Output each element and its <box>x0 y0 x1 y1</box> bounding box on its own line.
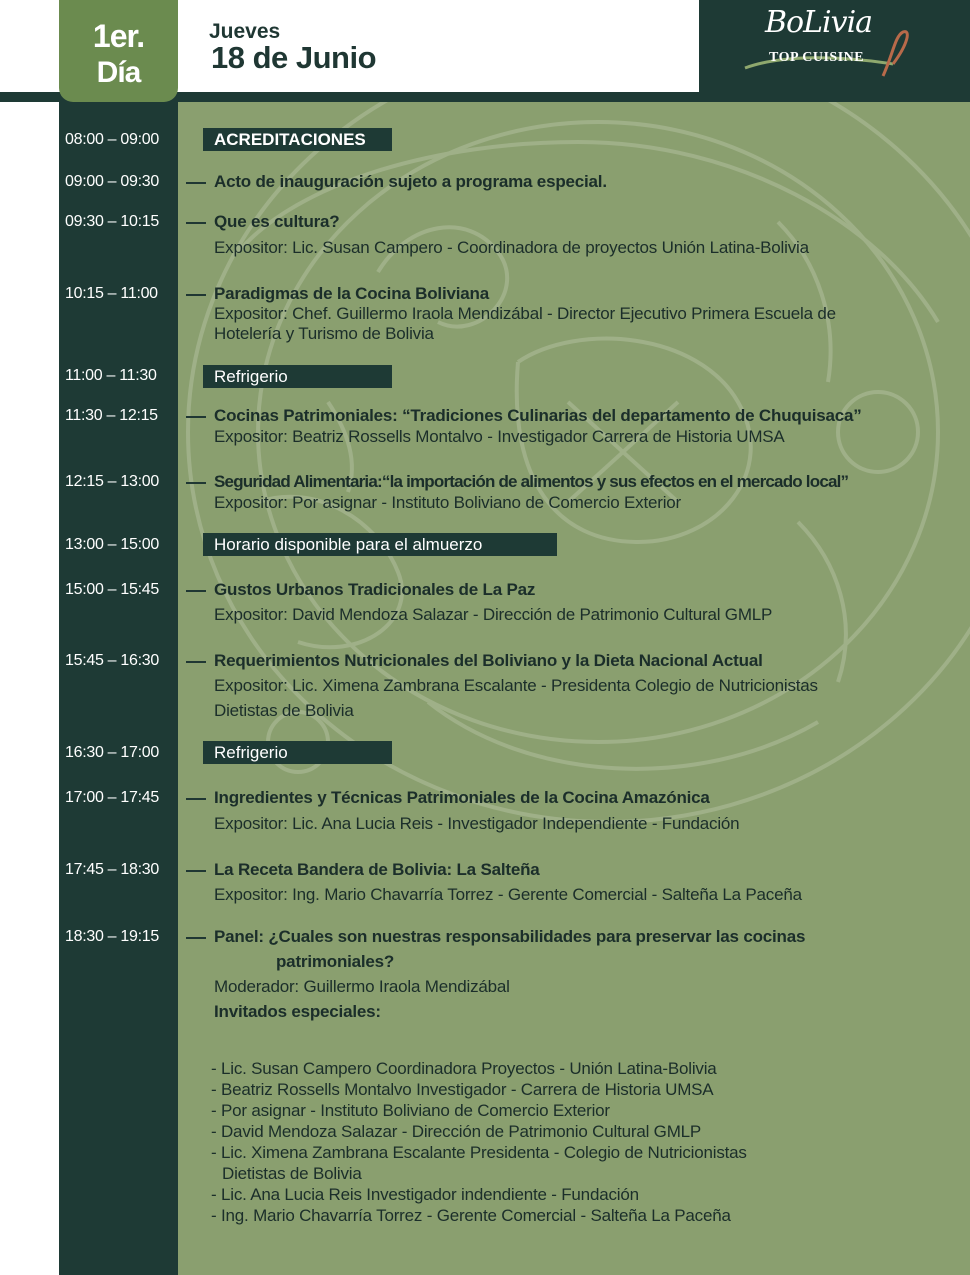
session-title: Ingredientes y Técnicas Patrimoniales de la Cocina Amazónica <box>214 788 710 807</box>
dash-separator <box>186 798 206 800</box>
dash-separator <box>186 294 206 296</box>
time-slot: 11:30 – 12:15 <box>65 407 158 424</box>
logo-box <box>699 0 970 92</box>
session-detail: Moderador: Guillermo Iraola Mendizábal <box>214 977 510 996</box>
day-tab-label: Día <box>96 56 141 89</box>
session-detail: Expositor: David Mendoza Salazar - Dirección de Patrimonio Cultural GMLP <box>214 605 773 624</box>
time-slot: 12:15 – 13:00 <box>65 473 159 490</box>
session-title: La Receta Bandera de Bolivia: La Salteña <box>214 860 540 879</box>
dash-separator <box>186 937 206 939</box>
dash-separator <box>186 870 206 872</box>
logo-text: BoLivia <box>765 5 873 40</box>
time-slot: 09:30 – 10:15 <box>65 213 159 230</box>
time-slot: 08:00 – 09:00 <box>65 131 159 148</box>
guest-item: - Lic. Susan Campero Coordinadora Proyectos - Unión Latina-Bolivia <box>211 1059 717 1078</box>
time-slot: 17:45 – 18:30 <box>65 861 159 878</box>
session-detail: Hotelería y Turismo de Bolivia <box>214 324 434 343</box>
session-detail: Expositor: Ing. Mario Chavarría Torrez - Gerente Comercial - Salteña La Paceña <box>214 885 802 904</box>
dash-separator <box>186 661 206 663</box>
session-subtitle: Invitados especiales: <box>214 1002 381 1021</box>
session-title-continued: patrimoniales? <box>276 952 395 971</box>
weekday: Jueves <box>209 20 281 43</box>
time-column <box>59 102 178 1275</box>
time-slot: 13:00 – 15:00 <box>65 536 159 553</box>
session-title: Requerimientos Nutricionales del Boliviano y la Dieta Nacional Actual <box>214 651 763 670</box>
dash-separator <box>186 590 206 592</box>
dash-separator <box>186 416 206 418</box>
guest-item: Dietistas de Bolivia <box>222 1164 362 1183</box>
logo-subtitle: TOP CUISINE <box>769 50 865 65</box>
time-slot: 17:00 – 17:45 <box>65 789 159 806</box>
session-title: Paradigmas de la Cocina Boliviana <box>214 284 489 303</box>
highlight-label: Horario disponible para el almuerzo <box>203 533 557 556</box>
session-detail: Expositor: Chef. Guillermo Iraola Mendizábal - Director Ejecutivo Primera Escuela de <box>214 304 836 323</box>
guest-item: - Beatriz Rossells Montalvo Investigador - Carrera de Historia UMSA <box>211 1080 714 1099</box>
time-slot: 09:00 – 09:30 <box>65 173 159 190</box>
time-slot: 15:45 – 16:30 <box>65 652 159 669</box>
date: 18 de Junio <box>211 40 377 75</box>
guest-item: - Ing. Mario Chavarría Torrez - Gerente Comercial - Salteña La Paceña <box>211 1206 731 1225</box>
time-slot: 18:30 – 19:15 <box>65 928 159 945</box>
highlight-label: ACREDITACIONES <box>203 128 392 151</box>
guest-item: - Por asignar - Instituto Boliviano de Comercio Exterior <box>211 1101 610 1120</box>
session-detail: Expositor: Lic. Susan Campero - Coordinadora de proyectos Unión Latina-Bolivia <box>214 238 809 257</box>
session-detail: Dietistas de Bolivia <box>214 701 354 720</box>
session-title: Cocinas Patrimoniales: “Tradiciones Culinarias del departamento de Chuquisaca” <box>214 406 862 425</box>
session-detail: Expositor: Beatriz Rossells Montalvo - Investigador Carrera de Historia UMSA <box>214 427 785 446</box>
dash-separator <box>186 482 206 484</box>
time-slot: 11:00 – 11:30 <box>65 367 157 384</box>
time-slot: 16:30 – 17:00 <box>65 744 159 761</box>
guest-item: - David Mendoza Salazar - Dirección de Patrimonio Cultural GMLP <box>211 1122 702 1141</box>
guest-item: - Lic. Ana Lucia Reis Investigador indendiente - Fundación <box>211 1185 639 1204</box>
session-title: Panel: ¿Cuales son nuestras responsabilidades para preservar las cocinas <box>214 927 806 946</box>
session-title: Que es cultura? <box>214 212 340 231</box>
dash-separator <box>186 182 206 184</box>
guest-item: - Lic. Ximena Zambrana Escalante Presidenta - Colegio de Nutricionistas <box>211 1143 747 1162</box>
day-tab <box>59 0 178 102</box>
highlight-label: Refrigerio <box>203 365 392 388</box>
session-detail: Expositor: Lic. Ana Lucia Reis - Investigador Independiente - Fundación <box>214 814 740 833</box>
highlight-label: Refrigerio <box>203 741 392 764</box>
day-tab-number: 1er. <box>92 18 145 54</box>
session-detail: Expositor: Lic. Ximena Zambrana Escalante - Presidenta Colegio de Nutricionistas <box>214 676 818 695</box>
session-title: Gustos Urbanos Tradicionales de La Paz <box>214 580 536 599</box>
session-title: Seguridad Alimentaria:“la importación de alimentos y sus efectos en el mercado local” <box>214 472 849 491</box>
time-slot: 15:00 – 15:45 <box>65 581 159 598</box>
session-title: Acto de inauguración sujeto a programa especial. <box>214 172 607 191</box>
session-detail: Expositor: Por asignar - Instituto Boliviano de Comercio Exterior <box>214 493 681 512</box>
time-slot: 10:15 – 11:00 <box>65 285 158 302</box>
dash-separator <box>186 222 206 224</box>
